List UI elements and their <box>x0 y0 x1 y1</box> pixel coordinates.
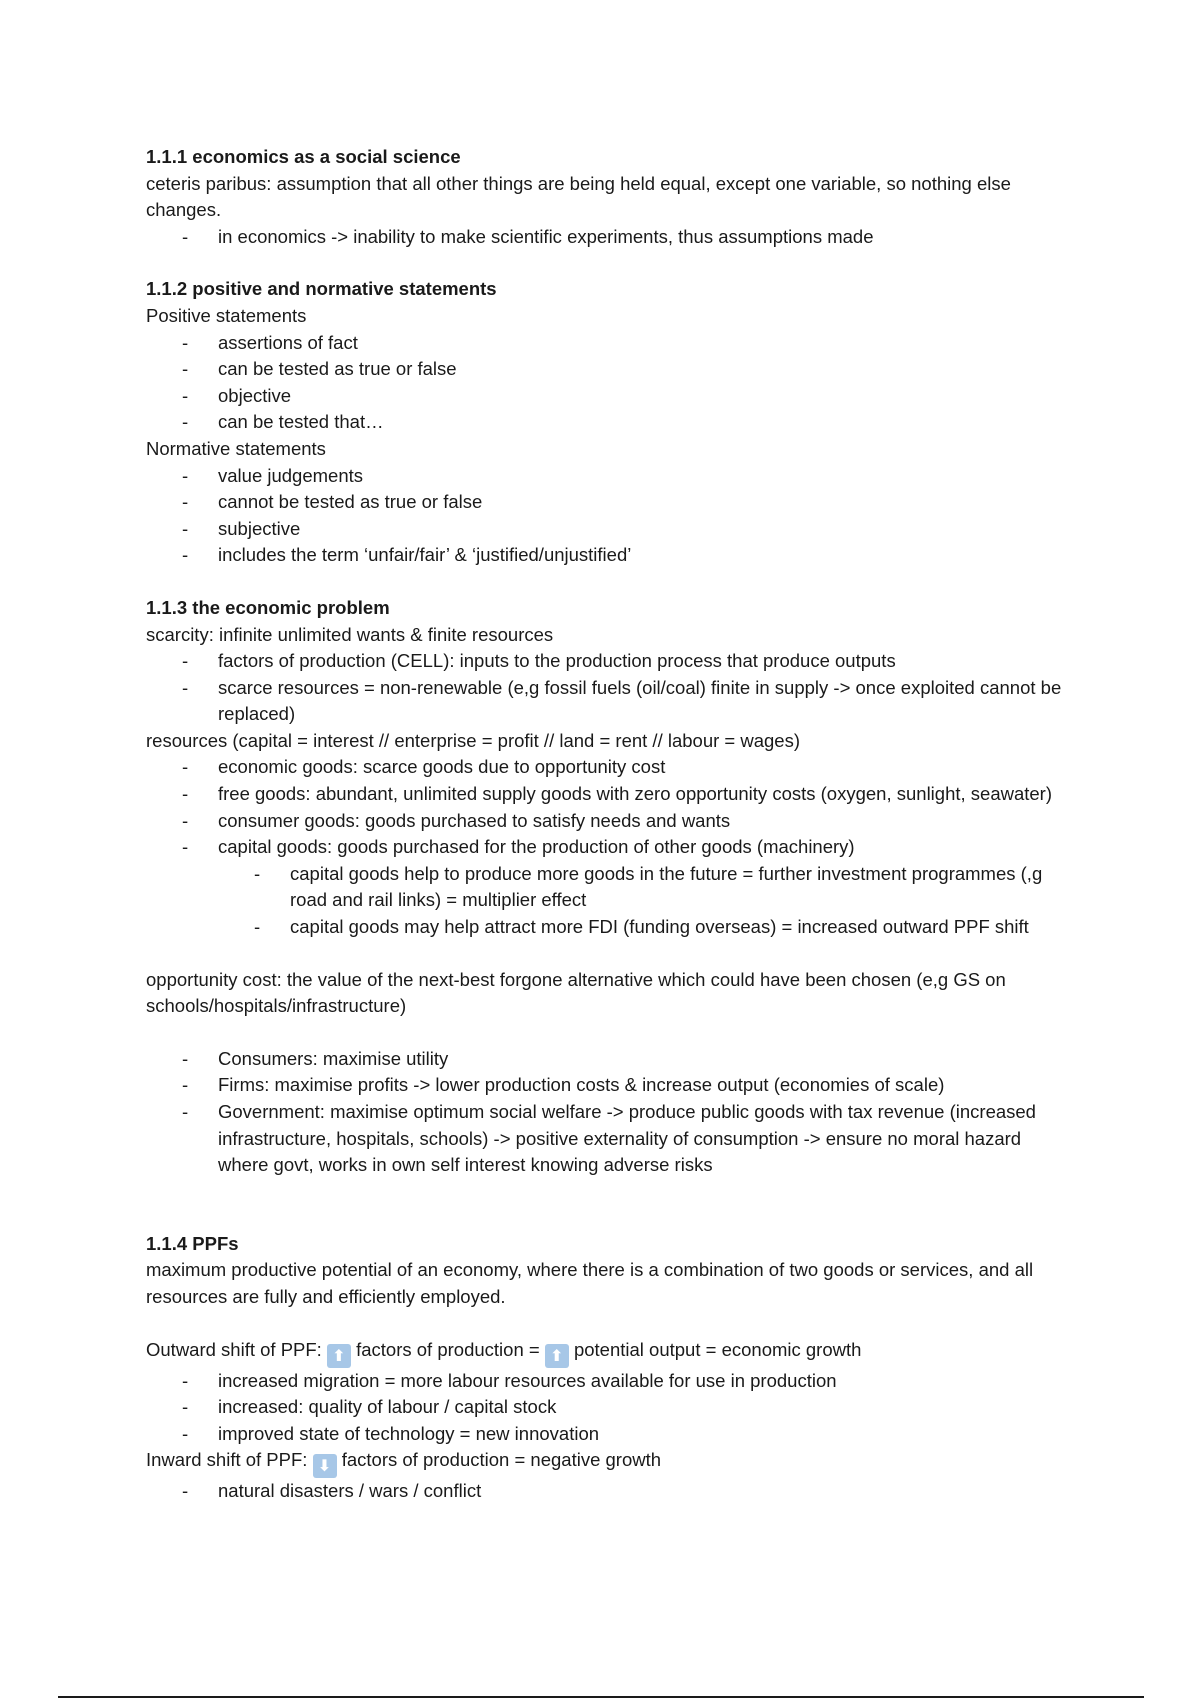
bullet-list <box>146 754 1066 940</box>
section-1-1-1 <box>146 144 1066 250</box>
list-item: - value judgements <box>146 463 1066 490</box>
section-1-1-4 <box>146 1231 1066 1505</box>
paragraph: scarcity: infinite unlimited wants & finite resources <box>146 623 554 645</box>
paragraph: ceteris paribus: assumption that all other things are being held equal, except one variable, so nothing else changes. <box>146 172 1011 221</box>
list-item: - Government: maximise optimum social welfare -> produce public goods with tax revenue (increased infrastructure, hospitals, schools) -> positive externality of consumption -> ensure no moral hazard where govt, works in own self interest knowing adverse risks <box>146 1099 1066 1179</box>
down-arrow-icon: ⬇ <box>313 1454 337 1478</box>
list-item: - natural disasters / wars / conflict <box>146 1478 1066 1505</box>
up-arrow-icon: ⬆ <box>545 1344 569 1368</box>
list-item: - Consumers: maximise utility <box>146 1046 1066 1073</box>
section-heading: 1.1.2 positive and normative statements <box>146 278 497 300</box>
paragraph: opportunity cost: the value of the next-best forgone alternative which could have been chosen (e,g GS on schools/hospitals/infrastructure) <box>146 968 1006 1017</box>
bullet-list <box>146 648 1066 728</box>
list-item: - Firms: maximise profits -> lower production costs & increase output (economies of scale) <box>146 1072 1066 1099</box>
list-item: - consumer goods: goods purchased to satisfy needs and wants <box>146 808 1066 835</box>
list-item: - increased migration = more labour resources available for use in production <box>146 1368 1066 1395</box>
paragraph: resources (capital = interest // enterprise = profit // land = rent // labour = wages) <box>146 729 800 751</box>
section-heading: 1.1.4 PPFs <box>146 1232 239 1254</box>
list-item: - can be tested as true or false <box>146 356 1066 383</box>
sub-list-item: - capital goods may help attract more FDI (funding overseas) = increased outward PPF shift <box>146 914 1066 941</box>
section-heading: 1.1.3 the economic problem <box>146 596 390 618</box>
list-item: - factors of production (CELL): inputs to the production process that produce outputs <box>146 648 1066 675</box>
text-run: Outward shift of PPF: <box>146 1338 322 1360</box>
list-item: - subjective <box>146 516 1066 543</box>
list-item: - objective <box>146 383 1066 410</box>
list-item: - capital goods: goods purchased for the production of other goods (machinery) <box>146 834 1066 861</box>
document-page <box>146 144 1066 1531</box>
list-item: - assertions of fact <box>146 330 1066 357</box>
paragraph <box>146 1447 1066 1478</box>
list-item: - cannot be tested as true or false <box>146 489 1066 516</box>
paragraph: Normative statements <box>146 437 326 459</box>
list-item: - economic goods: scarce goods due to opportunity cost <box>146 754 1066 781</box>
paragraph: maximum productive potential of an economy, where there is a combination of two goods or services, and all resources are fully and efficiently employed. <box>146 1259 1034 1307</box>
footer-divider <box>58 1696 1144 1698</box>
bullet-list <box>146 224 1066 251</box>
list-item: - includes the term ‘unfair/fair’ & ‘justified/unjustified’ <box>146 542 1066 569</box>
list-item: - scarce resources = non-renewable (e,g fossil fuels (oil/coal) finite in supply -> once exploited cannot be replaced) <box>146 675 1066 728</box>
text-run: factors of production = negative growth <box>341 1449 662 1471</box>
paragraph: Positive statements <box>146 304 307 326</box>
list-item: - can be tested that… <box>146 409 1066 436</box>
bullet-list <box>146 463 1066 569</box>
sub-list-item: - capital goods help to produce more goods in the future = further investment programmes (,g road and rail links) = multiplier effect <box>146 861 1066 914</box>
text-run: Inward shift of PPF: <box>146 1449 308 1471</box>
text-run: potential output = economic growth <box>573 1338 862 1360</box>
section-heading: 1.1.1 economics as a social science <box>146 146 461 167</box>
bullet-list <box>146 1046 1066 1179</box>
list-item: - improved state of technology = new innovation <box>146 1421 1066 1448</box>
list-item: - free goods: abundant, unlimited supply goods with zero opportunity costs (oxygen, sunlight, seawater) <box>146 781 1066 808</box>
paragraph <box>146 1337 1066 1368</box>
list-item: - in economics -> inability to make scientific experiments, thus assumptions made <box>146 224 1066 251</box>
list-item: - increased: quality of labour / capital stock <box>146 1394 1066 1421</box>
section-1-1-3 <box>146 595 1066 1179</box>
up-arrow-icon: ⬆ <box>327 1344 351 1368</box>
text-run: factors of production = <box>356 1338 540 1360</box>
bullet-list <box>146 1368 1066 1448</box>
bullet-list <box>146 1478 1066 1505</box>
bullet-list <box>146 330 1066 436</box>
section-1-1-2 <box>146 276 1066 569</box>
